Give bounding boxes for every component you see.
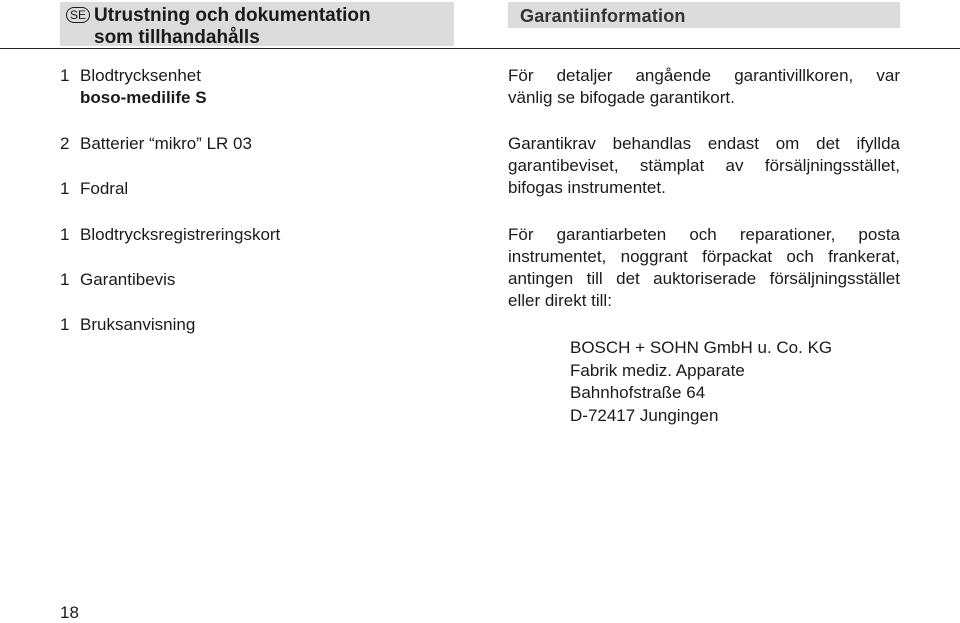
left-section-header [60,2,454,46]
list-item [60,133,252,155]
item-qty: 2 [60,134,70,153]
warranty-paragraph-3 [508,224,900,312]
warranty-paragraph-1 [508,65,900,109]
item-qty: 1 [60,225,70,244]
item-qty: 1 [60,66,70,85]
text-line: vänlig se bifogade garantikort. [508,88,735,107]
left-section-title [66,5,371,49]
page-number: 18 [60,603,79,622]
text-line: bifogas instrumentet. [508,178,666,197]
manufacturer-address [570,337,832,427]
warranty-paragraph-2 [508,133,900,199]
list-item [60,65,207,109]
item-name: Batterier “mikro” LR 03 [80,134,252,153]
left-title-line2: som tillhandahålls [94,27,260,48]
right-section-header [508,2,900,28]
left-title-line1: Utrustning och dokumentation [94,5,371,26]
text-line: eller direkt till: [508,291,612,310]
text-line: instrumentet, noggrant förpackat och frankerat, [508,247,900,266]
text-line: garantibeviset, stämplat av försäljningsstället, [508,156,900,175]
list-item [60,224,280,246]
address-line: Fabrik mediz. Apparate [570,360,745,380]
address-line: BOSCH + SOHN GmbH u. Co. KG [570,338,833,357]
list-item [60,314,195,336]
text-line: För garantiarbeten och reparationer, posta [508,225,900,244]
language-badge: SE [66,7,90,23]
item-name: Fodral [80,179,129,198]
address-line: Bahnhofstraße 64 [570,383,706,402]
address-line: D-72417 Jungingen [570,405,719,425]
text-line: För detaljer angående garantivillkoren, var [508,66,900,85]
list-item [60,178,128,200]
right-section-title: Garantiinformation [520,6,686,26]
item-subname: boso-medilife S [80,88,207,107]
item-name: Bruksanvisning [80,315,196,334]
text-line: Garantikrav behandlas endast om det ifyllda [508,134,900,153]
text-line: antingen till det auktoriserade försäljningsstället [508,269,900,288]
item-qty: 1 [60,179,70,198]
item-name: Blodtrycksenhet [80,66,201,85]
item-name: Garantibevis [80,270,176,289]
list-item [60,269,175,291]
item-qty: 1 [60,315,70,334]
header-divider [0,48,960,49]
item-name: Blodtrycksregistreringskort [80,225,281,244]
item-qty: 1 [60,270,70,289]
